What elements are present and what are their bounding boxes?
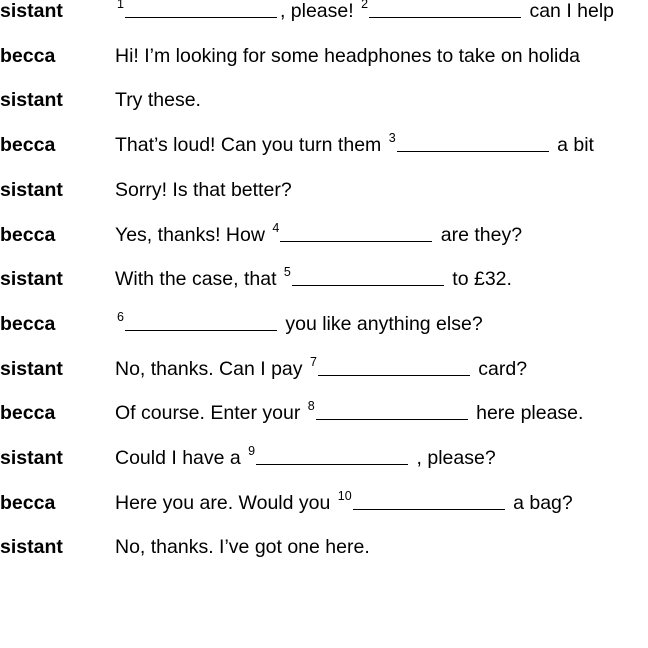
speaker-name: becca [0,223,56,246]
dialogue-text: card? [472,357,528,380]
answer-blank[interactable] [125,311,277,331]
dialogue-row [0,398,648,428]
gap-number: 8 [307,399,315,414]
dialogue-line [115,354,527,386]
speaker-name-clip [0,41,100,71]
dialogue-text: Try these. [115,89,201,112]
gap-number: 7 [309,354,317,369]
answer-blank[interactable] [318,356,470,376]
dialogue-row [0,264,648,294]
speaker-name-clip [0,309,100,339]
speaker-name-clip [0,175,100,205]
dialogue-text: Could I have a [115,447,247,469]
answer-blank[interactable] [280,222,432,242]
dialogue-row [0,443,648,473]
answer-blank[interactable] [353,490,505,510]
dialogue-line [115,85,201,115]
dialogue-row [0,220,648,250]
dialogue-text: No, thanks. Can I pay [115,357,308,380]
speaker-name-clip [0,0,100,26]
gap-number: 10 [337,488,352,503]
dialogue-row [0,175,648,205]
dialogue-line [115,398,583,430]
gap-number: 5 [283,265,291,280]
dialogue-line [115,130,594,162]
speaker-name: becca [0,44,56,67]
speaker-name: becca [0,491,56,514]
dialogue-row [0,0,648,26]
speaker-name: sistant [0,357,63,380]
dialogue-text: a bag? [507,491,573,514]
dialogue-text: here please. [470,402,584,425]
gap-number: 9 [248,444,256,458]
speaker-name: sistant [0,0,63,22]
dialogue-line [115,488,573,520]
dialogue-text: Yes, thanks! How [115,223,271,246]
answer-blank[interactable] [369,0,521,18]
gap-number: 6 [117,309,124,324]
dialogue-line [115,0,614,28]
speaker-name: sistant [0,89,63,112]
speaker-name-clip [0,85,100,115]
dialogue-row [0,354,648,384]
dialogue-row [0,41,648,71]
speaker-name: becca [0,312,56,335]
speaker-name: becca [0,402,56,425]
dialogue-row [0,130,648,160]
dialogue-text: can I help [524,0,615,22]
answer-blank[interactable] [397,132,549,152]
dialogue-text: No, thanks. I’ve got one here. [115,536,370,559]
dialogue-row [0,532,648,562]
gap-number: 4 [272,220,280,235]
speaker-name: becca [0,134,56,157]
speaker-name-clip [0,398,100,428]
speaker-name-clip [0,264,100,294]
gap-number: 3 [388,131,396,146]
speaker-name-clip [0,130,100,160]
dialogue-text: you like anything else? [279,312,483,335]
dialogue-text: to £32. [446,268,512,291]
dialogue-text: Hi! I’m looking for some headphones to take on holida [115,44,581,67]
speaker-name-clip [0,354,100,384]
speaker-name: sistant [0,447,63,469]
dialogue-text: Sorry! Is that better? [115,178,292,201]
gap-number: 2 [361,0,369,11]
dialogue-line [115,443,496,475]
gap-number: 1 [117,0,124,11]
speaker-name: sistant [0,178,63,201]
dialogue-line [115,309,483,341]
dialogue-row [0,85,648,115]
dialogue-text: Of course. Enter your [115,402,306,425]
speaker-name-clip [0,532,100,562]
speaker-name-clip [0,488,100,518]
dialogue-text: With the case, that [115,268,282,291]
dialogue-text: are they? [435,223,523,246]
dialogue-text: Here you are. Would you [115,491,336,514]
dialogue-text: a bit [551,134,594,157]
dialogue-text: That’s loud! Can you turn them [115,134,387,157]
speaker-name: sistant [0,536,63,559]
dialogue-line [115,220,522,252]
speaker-name-clip [0,443,100,473]
answer-blank[interactable] [256,445,408,465]
dialogue-row [0,309,648,339]
dialogue-line [115,175,292,205]
dialogue-line [115,41,580,71]
speaker-name: sistant [0,268,63,291]
dialogue-row [0,488,648,518]
answer-blank[interactable] [292,266,444,286]
dialogue-line [115,264,512,296]
speaker-name-clip [0,220,100,250]
answer-blank[interactable] [125,0,277,18]
answer-blank[interactable] [316,400,468,420]
dialogue-line [115,532,370,562]
dialogue-text: , please! [279,0,360,22]
dialogue-text: , please? [411,447,496,469]
